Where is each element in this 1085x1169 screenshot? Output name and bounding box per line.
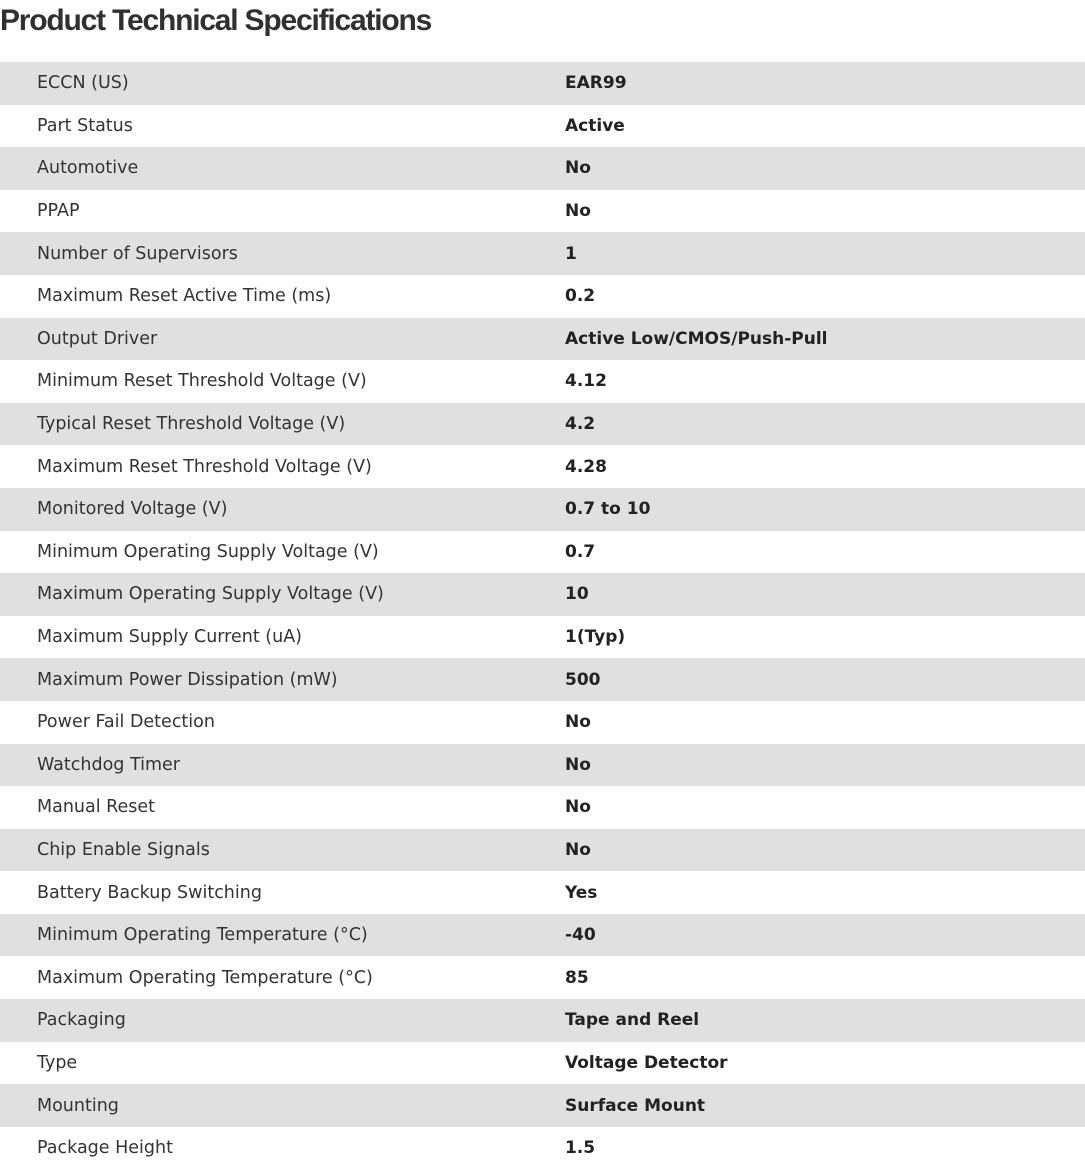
spec-label: Maximum Power Dissipation (mW): [0, 658, 565, 701]
spec-row: [0, 232, 1085, 275]
spec-value: No: [565, 701, 1085, 744]
spec-row: [0, 829, 1085, 872]
spec-value: No: [565, 786, 1085, 829]
spec-row: [0, 871, 1085, 914]
spec-label: ECCN (US): [0, 62, 565, 105]
spec-table-body: [0, 62, 1085, 1169]
spec-label: Battery Backup Switching: [0, 871, 565, 914]
spec-value: Active: [565, 105, 1085, 148]
spec-label: Minimum Operating Supply Voltage (V): [0, 531, 565, 574]
spec-row: [0, 1127, 1085, 1169]
spec-label: Automotive: [0, 147, 565, 190]
spec-label: Output Driver: [0, 318, 565, 361]
spec-label: Minimum Reset Threshold Voltage (V): [0, 360, 565, 403]
spec-row: [0, 999, 1085, 1042]
spec-label: Maximum Operating Temperature (°C): [0, 956, 565, 999]
spec-value: No: [565, 744, 1085, 787]
spec-value: No: [565, 147, 1085, 190]
spec-label: Chip Enable Signals: [0, 829, 565, 872]
spec-value: 1(Typ): [565, 616, 1085, 659]
spec-value: 0.7: [565, 531, 1085, 574]
spec-value: 1.5: [565, 1127, 1085, 1169]
spec-value: 0.7 to 10: [565, 488, 1085, 531]
spec-row: [0, 531, 1085, 574]
spec-label: PPAP: [0, 190, 565, 233]
spec-row: [0, 701, 1085, 744]
spec-label: Maximum Supply Current (uA): [0, 616, 565, 659]
spec-value: No: [565, 190, 1085, 233]
spec-row: [0, 445, 1085, 488]
spec-value: No: [565, 829, 1085, 872]
spec-row: [0, 616, 1085, 659]
spec-label: Number of Supervisors: [0, 232, 565, 275]
spec-label: Maximum Reset Threshold Voltage (V): [0, 445, 565, 488]
spec-value: 4.12: [565, 360, 1085, 403]
spec-value: 1: [565, 232, 1085, 275]
spec-value: 10: [565, 573, 1085, 616]
spec-row: [0, 744, 1085, 787]
spec-row: [0, 403, 1085, 446]
spec-value: Voltage Detector: [565, 1042, 1085, 1085]
page-title: Product Technical Specifications: [0, 4, 432, 37]
spec-row: [0, 1084, 1085, 1127]
spec-row: [0, 1042, 1085, 1085]
spec-label: Part Status: [0, 105, 565, 148]
spec-label: Power Fail Detection: [0, 701, 565, 744]
spec-row: [0, 190, 1085, 233]
spec-label: Type: [0, 1042, 565, 1085]
spec-row: [0, 914, 1085, 957]
spec-row: [0, 275, 1085, 318]
spec-label: Packaging: [0, 999, 565, 1042]
spec-label: Manual Reset: [0, 786, 565, 829]
spec-row: [0, 360, 1085, 403]
spec-value: EAR99: [565, 62, 1085, 105]
spec-row: [0, 105, 1085, 148]
spec-table: [0, 62, 1085, 1169]
spec-value: Yes: [565, 871, 1085, 914]
spec-value: 4.2: [565, 403, 1085, 446]
spec-label: Minimum Operating Temperature (°C): [0, 914, 565, 957]
spec-value: 0.2: [565, 275, 1085, 318]
spec-value: 85: [565, 956, 1085, 999]
spec-value: Tape and Reel: [565, 999, 1085, 1042]
spec-label: Maximum Operating Supply Voltage (V): [0, 573, 565, 616]
spec-row: [0, 956, 1085, 999]
spec-value: 500: [565, 658, 1085, 701]
spec-label: Package Height: [0, 1127, 565, 1169]
spec-label: Maximum Reset Active Time (ms): [0, 275, 565, 318]
spec-value: 4.28: [565, 445, 1085, 488]
spec-label: Typical Reset Threshold Voltage (V): [0, 403, 565, 446]
spec-label: Monitored Voltage (V): [0, 488, 565, 531]
spec-row: [0, 62, 1085, 105]
spec-value: -40: [565, 914, 1085, 957]
spec-row: [0, 488, 1085, 531]
spec-row: [0, 658, 1085, 701]
spec-row: [0, 786, 1085, 829]
spec-value: Surface Mount: [565, 1084, 1085, 1127]
spec-label: Mounting: [0, 1084, 565, 1127]
spec-value: Active Low/CMOS/Push-Pull: [565, 318, 1085, 361]
spec-row: [0, 318, 1085, 361]
spec-row: [0, 147, 1085, 190]
spec-label: Watchdog Timer: [0, 744, 565, 787]
spec-row: [0, 573, 1085, 616]
